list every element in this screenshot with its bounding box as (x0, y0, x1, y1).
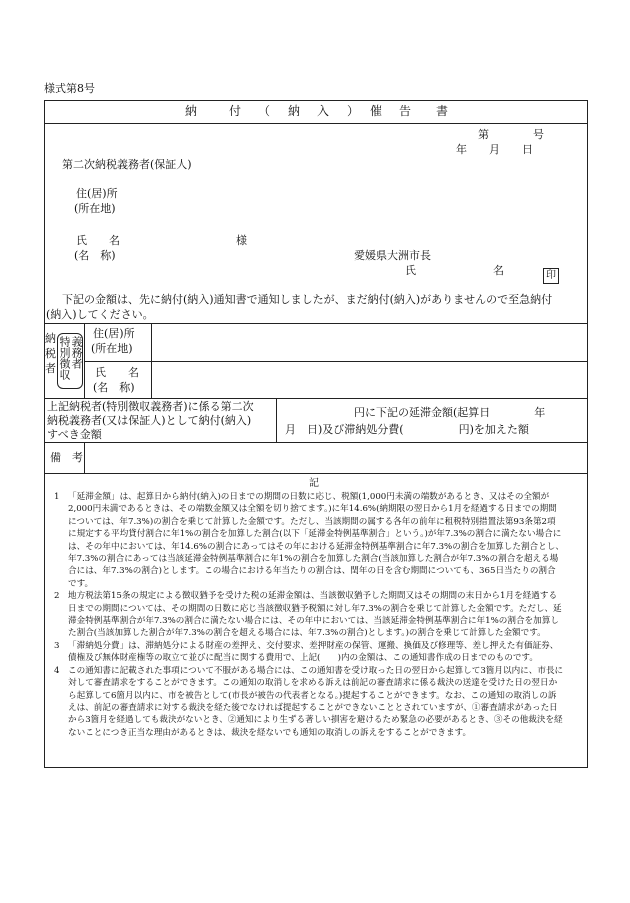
title-char: 納 (288, 104, 301, 118)
message-line-1: 下記の金額は、先に納付(納入)通知書で通知しましたが、まだ納付(納入)がありませんので至急納付 (62, 293, 553, 306)
note-item (54, 665, 564, 739)
amount-value-line-2: 月 日)及び滞納処分費( 円)を加えた額 (285, 423, 529, 436)
recipient-name-label-alt: (名 称) (74, 249, 116, 262)
note-number: 4 (54, 665, 60, 676)
divider (44, 473, 588, 474)
issuer-title: 愛媛県大洲市長 (354, 249, 431, 262)
divider (84, 323, 85, 398)
taxpayer-name-label: 氏 名 (95, 366, 139, 379)
divider (44, 323, 588, 324)
issuer-name-label: 氏 名 (405, 264, 504, 277)
recipient-role: 第二次納税義務者(保証人) (62, 158, 192, 171)
recipient-honorific: 様 (236, 234, 247, 247)
title-char: 催 (370, 104, 383, 118)
divider (44, 442, 588, 443)
seal-text: 印 (543, 268, 559, 284)
bracket-left-text: 特別徴収 (58, 336, 71, 380)
divider (276, 398, 277, 442)
side-char: 納 (45, 332, 56, 345)
notice-number: 第 号 (478, 128, 544, 141)
note-text: この通知書に記載された事項について不服がある場合には、この通知書を受け取った日の翌日から起算して3箇月以内に、市長に対して審査請求をすることができます。この通知の取消しを求める訴えは前記の審査請求に係る裁決の送達を受けた日の翌日から起算して6箇月以内に、市を被告として(市長が被告の代表者となる。)提起することができます。なお、この通知の取消しの訴えは、前記の審査請求に対する裁決を経た後でなければ提起することができないこととされていますが、①審査請求があった日から3箇月を経過しても裁決がないとき、②通知により生ずる著しい損害を避けるため緊急の必要があるとき、③その他裁決を経ないことにつき正当な理由があるときは、裁決を経ないでも通知の取消しの訴えをすることができます。 (68, 665, 564, 738)
message-line-2: (納入)してください。 (46, 308, 154, 321)
title-char: （ (258, 104, 271, 118)
taxpayer-address-label: 住(居)所 (93, 327, 135, 340)
notes-heading: 記 (309, 478, 319, 489)
recipient-name-label: 氏 名 (76, 234, 120, 247)
taxpayer-side-label (45, 331, 56, 376)
amount-label-line-3: すべき金額 (47, 428, 102, 441)
page-title (44, 104, 588, 120)
recipient-address-label: 住(居)所 (76, 187, 118, 200)
title-char: 入 (317, 104, 330, 118)
note-text: 「滞納処分費」は、滞納処分による財産の差押え、交付要求、差押財産の保管、運搬、換価及び修理等、差し押えた有価証券、債権及び無体財産権等の取立て並びに配当に関する費用で、上記( )内の金額は、この通知書作成の日までのものです。 (68, 640, 559, 664)
divider (84, 361, 588, 362)
amount-label-line-1: 上記納税者(特別徴収義務者)に係る第二次 (47, 400, 254, 413)
title-char: 付 (229, 104, 242, 118)
title-char: 納 (185, 104, 198, 118)
side-char: 税 (45, 347, 56, 360)
taxpayer-location-label: (所在地) (91, 342, 133, 355)
amount-value-line-1: 円に下記の延滞金額(起算日 年 (354, 406, 546, 419)
divider (44, 398, 588, 399)
note-item (54, 590, 564, 640)
note-text: 地方税法第15条の規定による徴収猶予を受けた税の延滞金額は、当該徴収猶予した期間又はその期間の末日から1月を経過する日までの期間については、その期間の日数に応じ当該徴収猶予税額に対し年7.3%の割合を乗じて計算した金額です。ただし、延滞金特例基準割合が年7.3%の割合に満たない場合には、その年中においては、当該延滞金特例基準割合に年1%の割合を加算した割合(当該加算した割合が年7.3%の割合を超える場合には、年7.3%の割合)とします。)の割合を乗じて計算した金額です。 (68, 591, 562, 639)
remarks-label: 備 考 (50, 451, 83, 464)
seal-mark (543, 263, 559, 284)
divider (84, 442, 85, 473)
side-char: 者 (45, 362, 56, 375)
title-char: ） (347, 104, 360, 118)
note-number: 2 (54, 591, 60, 602)
divider (151, 323, 152, 398)
note-number: 3 (54, 640, 60, 651)
amount-label-line-2: 納税義務者(又は保証人)として納付(納入) (47, 414, 252, 427)
taxpayer-name-label-alt: (名 称) (93, 381, 135, 394)
title-char: 書 (436, 104, 449, 118)
note-number: 1 (54, 492, 60, 502)
recipient-location-label: (所在地) (74, 202, 116, 215)
note-text: 「延滞金額」は、起算日から納付(納入)の日までの期間の日数に応じ、税額(1,000円未満の端数があるとき、又はその全額が2,000円未満であるときは、その端数金額又は全額を切り捨てます。)に年14.6%(納期限の翌日から1月を経過する日までの期間については、年7.3%)の割合を乗じて計算した金額です。ただし、当該期間の属する各年の前年に租税特別措置法第93条第2項に規定する平均貸付割合に年1%の割合を加算した割合(以下「延滞金特例基準割合」という。)が年7.3%の割合に満たない場合には、その年中においては、年14.6%の割合にあってはその年における延滞金特例基準割合に年7.3%の割合を加算した割合とし、年7.3%の割合にあっては当該延滞金特例基準割合に年1%の割合を加算した割合(当該加算した割合が年7.3%の割合を超える場合には、年7.3%の割合)とします。この場合における年当たりの割合は、閏年の日を含む期間についても、365日当たりの割合です。 (68, 492, 564, 589)
note-item (54, 491, 564, 590)
form-number: 様式第8号 (44, 82, 95, 95)
note-item (54, 640, 564, 665)
notes-list (54, 491, 564, 739)
title-char: 告 (399, 104, 412, 118)
bracket-right-text: 義務者 (70, 336, 83, 369)
notice-date: 年 月 日 (456, 143, 533, 156)
divider (44, 123, 588, 124)
